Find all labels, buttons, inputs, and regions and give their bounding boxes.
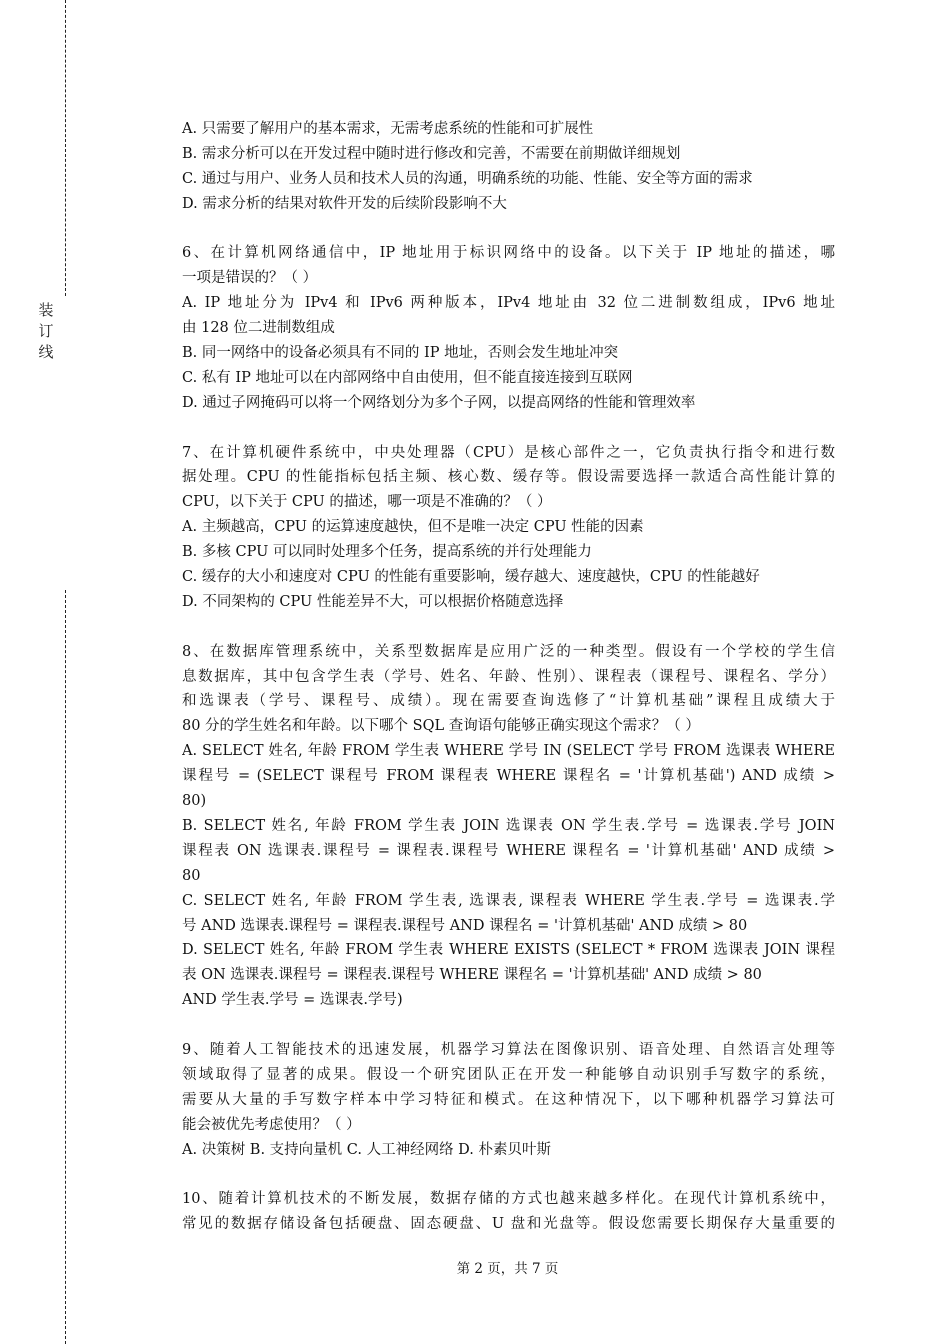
question-stem: 和选课表（学号、课程号、成绩）。现在需要查询选修了“计算机基础”课程且成绩大于 [182, 693, 835, 710]
option-c: C. SELECT 姓名, 年龄 FROM 学生表, 选课表, 课程表 WHERE 学生表.学号 = 选课表.学 [182, 892, 835, 909]
question-8 [182, 640, 835, 1013]
option-d-cont: 表 ON 选课表.课程号 = 课程表.课程号 WHERE 课程名 = '计算机基础' AND 成绩 > 80 [182, 967, 762, 984]
option-a-cont: 80) [182, 793, 207, 810]
option-b-cont: 80 [182, 867, 201, 884]
option-a: A. 只需要了解用户的基本需求，无需考虑系统的性能和可扩展性 [182, 121, 594, 137]
question-stem: 常见的数据存储设备包括硬盘、固态硬盘、U 盘和光盘等。假设您需要长期保存大量重要的 [182, 1216, 835, 1233]
options: A. 决策树 B. 支持向量机 C. 人工神经网络 D. 朴素贝叶斯 [182, 1141, 552, 1158]
question-stem: 6、在计算机网络通信中，IP 地址用于标识网络中的设备。以下关于 IP 地址的描述，哪 [182, 245, 835, 262]
option-d: D. 通过子网掩码可以将一个网络划分为多个子网，以提高网络的性能和管理效率 [182, 394, 696, 411]
option-b: B. 需求分析可以在开发过程中随时进行修改和完善，不需要在前期做详细规划 [182, 145, 681, 162]
question-stem: 领域取得了显著的成果。假设一个研究团队正在开发一种能够自动识别手写数字的系统， [182, 1066, 835, 1083]
question-stem: 10、随着计算机技术的不断发展，数据存储的方式也越来越多样化。在现代计算机系统中， [182, 1191, 835, 1208]
option-b: B. SELECT 姓名, 年龄 FROM 学生表 JOIN 选课表 ON 学生表.学号 = 选课表.学号 JOIN [182, 817, 835, 834]
option-d: D. 不同架构的 CPU 性能差异不大，可以根据价格随意选择 [182, 593, 564, 610]
question-stem: 需要从大量的手写数字样本中学习特征和模式。在这种情况下，以下哪种机器学习算法可 [182, 1091, 835, 1108]
question-stem: 据处理。CPU 的性能指标包括主频、核心数、缓存等。假设需要选择一款适合高性能计算的 [182, 469, 835, 486]
option-c-cont: 号 AND 选课表.课程号 = 课程表.课程号 AND 课程名 = '计算机基础' AND 成绩 > 80 [182, 917, 748, 934]
option-d: D. SELECT 姓名, 年龄 FROM 学生表 WHERE EXISTS (SELECT * FROM 选课表 JOIN 课程 [182, 942, 835, 959]
question-stem: 9、随着人工智能技术的迅速发展，机器学习算法在图像识别、语音处理、自然语言处理等 [182, 1041, 835, 1058]
option-d-cont: AND 学生表.学号 = 选课表.学号) [182, 992, 403, 1009]
page-number: 第 2 页，共 7 页 [456, 1261, 559, 1277]
question-stem: 能会被优先考虑使用？（ ） [182, 1116, 361, 1133]
question-stem: 80 分的学生姓名和年龄。以下哪个 SQL 查询语句能够正确实现这个需求？（ ） [182, 718, 700, 735]
page-content [182, 117, 835, 1237]
binding-line-top [65, 0, 66, 296]
option-b: B. 同一网络中的设备必须具有不同的 IP 地址，否则会发生地址冲突 [182, 345, 619, 362]
option-c: C. 缓存的大小和速度对 CPU 的性能有重要影响，缓存越大、速度越快，CPU 的性能越好 [182, 569, 760, 586]
option-a: A. IP 地址分为 IPv4 和 IPv6 两种版本，IPv4 地址由 32 位二进制数组成，IPv6 地址 [182, 295, 835, 312]
option-b: B. 多核 CPU 可以同时处理多个任务，提高系统的并行处理能力 [182, 544, 592, 561]
question-9 [182, 1038, 835, 1162]
option-c: C. 通过与用户、业务人员和技术人员的沟通，明确系统的功能、性能、安全等方面的需求 [182, 170, 753, 187]
question-10 [182, 1187, 835, 1237]
option-a: A. SELECT 姓名, 年龄 FROM 学生表 WHERE 学号 IN (SELECT 学号 FROM 选课表 WHERE [182, 743, 835, 760]
question-stem: 息数据库，其中包含学生表（学号、姓名、年龄、性别）、课程表（课程号、课程名、学分） [182, 668, 835, 685]
question-5-options [182, 117, 835, 217]
option-d: D. 需求分析的结果对软件开发的后续阶段影响不大 [182, 195, 507, 212]
option-b-cont: 课程表 ON 选课表.课程号 = 课程表.课程号 WHERE 课程名 = '计算机基础' AND 成绩 > [182, 842, 835, 859]
question-6 [182, 241, 835, 415]
binding-line-bottom [65, 590, 66, 1344]
option-a: A. 主频越高，CPU 的运算速度越快，但不是唯一决定 CPU 性能的因素 [182, 519, 644, 536]
question-stem: 8、在数据库管理系统中，关系型数据库是应用广泛的一种类型。假设有一个学校的学生信 [182, 643, 835, 660]
option-a-cont: 课程号 = (SELECT 课程号 FROM 课程表 WHERE 课程名 = '计算机基础') AND 成绩 > [182, 768, 835, 785]
option-c: C. 私有 IP 地址可以在内部网络中自由使用，但不能直接连接到互联网 [182, 369, 633, 386]
question-stem: 7、在计算机硬件系统中，中央处理器（CPU）是核心部件之一，它负责执行指令和进行数 [182, 444, 835, 461]
option-a-cont: 由 128 位二进制数组成 [182, 320, 335, 337]
binding-label: 装订线 [38, 301, 54, 361]
question-stem: CPU，以下关于 CPU 的描述，哪一项是不准确的？（ ） [182, 494, 552, 511]
question-stem: 一项是错误的？（ ） [182, 270, 318, 287]
question-7 [182, 441, 835, 615]
